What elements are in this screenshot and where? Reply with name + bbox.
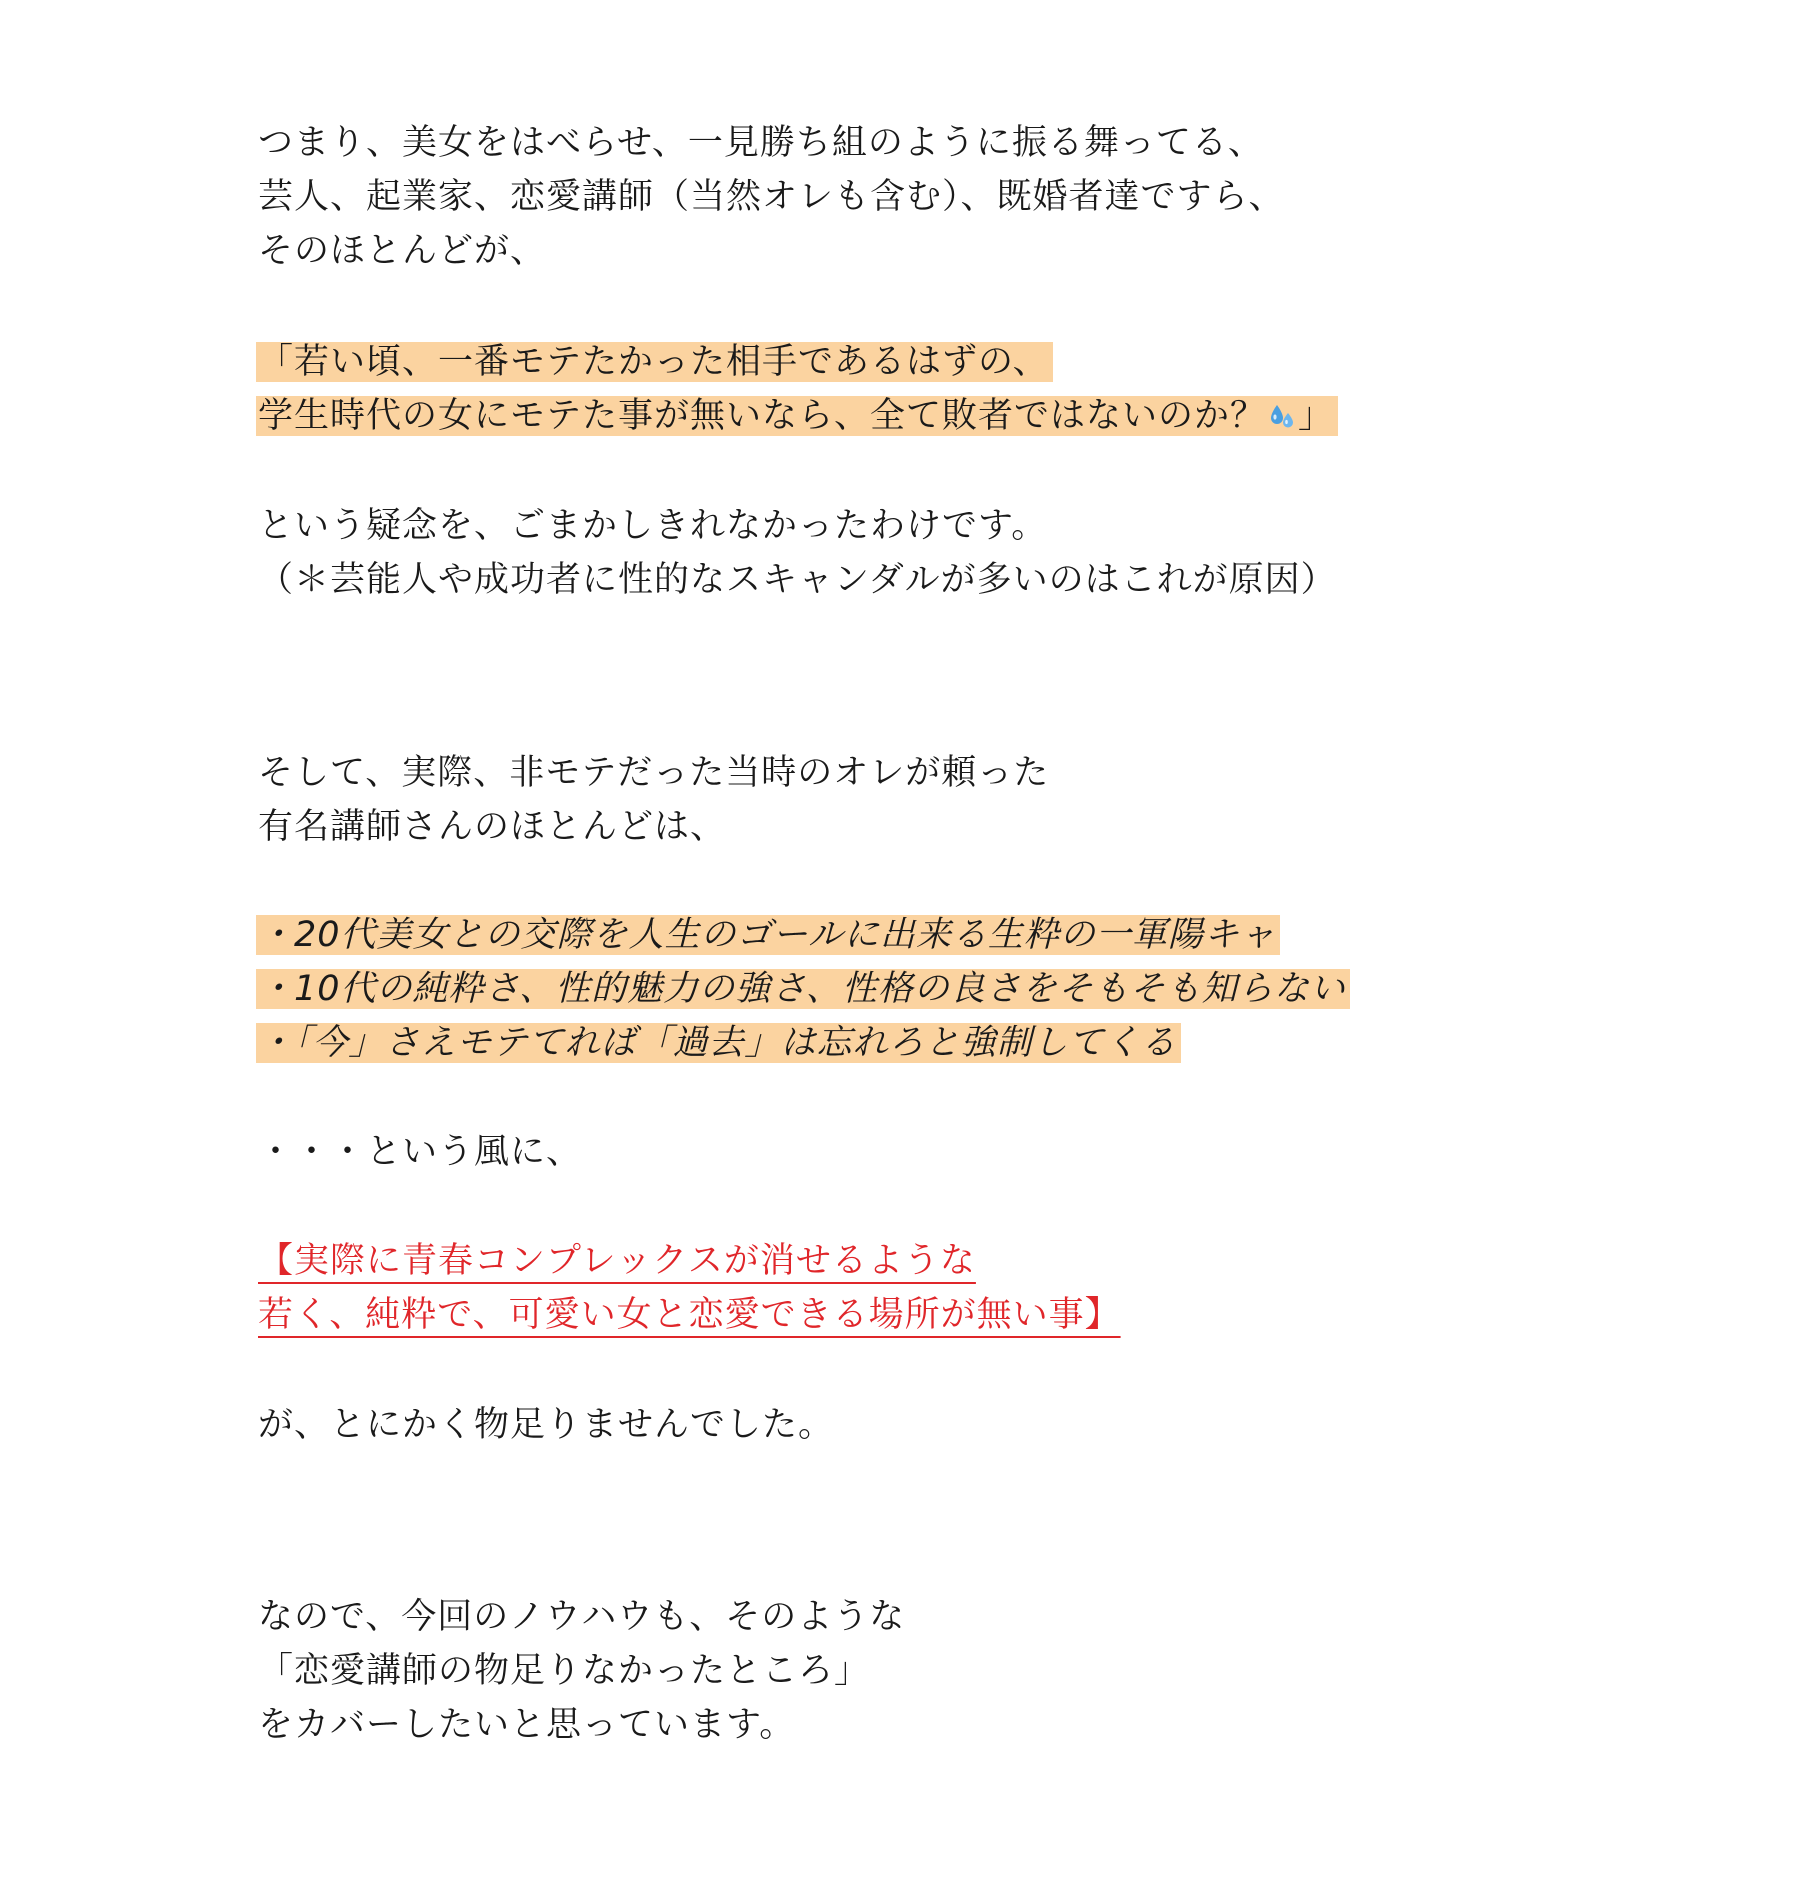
- paragraph-6-line-3: をカバーしたいと思っています。: [258, 1705, 796, 1745]
- paragraph-2-line-2: （＊芸能人や成功者に性的なスキャンダルが多いのはこれが原因）: [258, 560, 1337, 600]
- paragraph-1-line-1: つまり、美女をはべらせ、一見勝ち組のように振る舞ってる、: [258, 123, 1264, 163]
- quote-line-2-highlight: [256, 396, 1338, 436]
- bullet-item-2-text: ・10代の純粋さ、性的魅力の強さ、性格の良さをそもそも知らない: [256, 969, 1350, 1009]
- bullet-item-1: [258, 908, 1280, 962]
- emphasis-line-1: [258, 1234, 976, 1288]
- emphasis-line-1-text: 【実際に青春コンプレックスが消せるような: [258, 1241, 976, 1281]
- paragraph-3-line-1: そして、実際、非モテだった当時のオレが頼った: [258, 753, 1050, 793]
- bullet-item-3: [258, 1016, 1181, 1070]
- quote-line-1-text: 「若い頃、一番モテたかった相手であるはずの、: [256, 342, 1053, 382]
- paragraph-1-line-3: そのほとんどが、: [258, 231, 547, 271]
- emphasis-line-2-text: 若く、純粋で、可愛い女と恋愛できる場所が無い事】: [258, 1295, 1121, 1335]
- paragraph-5-line-1: が、とにかく物足りませんでした。: [258, 1405, 835, 1445]
- quote-line-2-text: 学生時代の女にモテた事が無いなら、全て敗者ではないのか？: [258, 396, 1267, 436]
- paragraph-6-line-2: 「恋愛講師の物足りなかったところ」: [258, 1651, 871, 1691]
- paragraph-3-line-2: 有名講師さんのほとんどは、: [258, 807, 727, 847]
- emphasis-line-2: [258, 1288, 1121, 1342]
- bullet-item-3-text: ・「今」さえモテてれば「過去」は忘れろと強制してくる: [256, 1023, 1181, 1063]
- sweat-droplets-icon: [1268, 402, 1296, 430]
- quote-line-2-end: 」: [1298, 396, 1335, 436]
- quote-line-2: [258, 389, 1338, 443]
- bullet-item-1-text: ・20代美女との交際を人生のゴールに出来る生粋の一軍陽キャ: [256, 915, 1280, 955]
- paragraph-2-line-1: という疑念を、ごまかしきれなかったわけです。: [258, 506, 1048, 546]
- bullet-item-2: [258, 962, 1350, 1016]
- quote-line-1: [258, 335, 1053, 389]
- paragraph-6-line-1: なので、今回のノウハウも、そのような: [258, 1597, 906, 1637]
- paragraph-4-line-1: ・・・という風に、: [258, 1132, 583, 1172]
- paragraph-1-line-2: 芸人、起業家、恋愛講師（当然オレも含む）、既婚者達ですら、: [258, 177, 1285, 217]
